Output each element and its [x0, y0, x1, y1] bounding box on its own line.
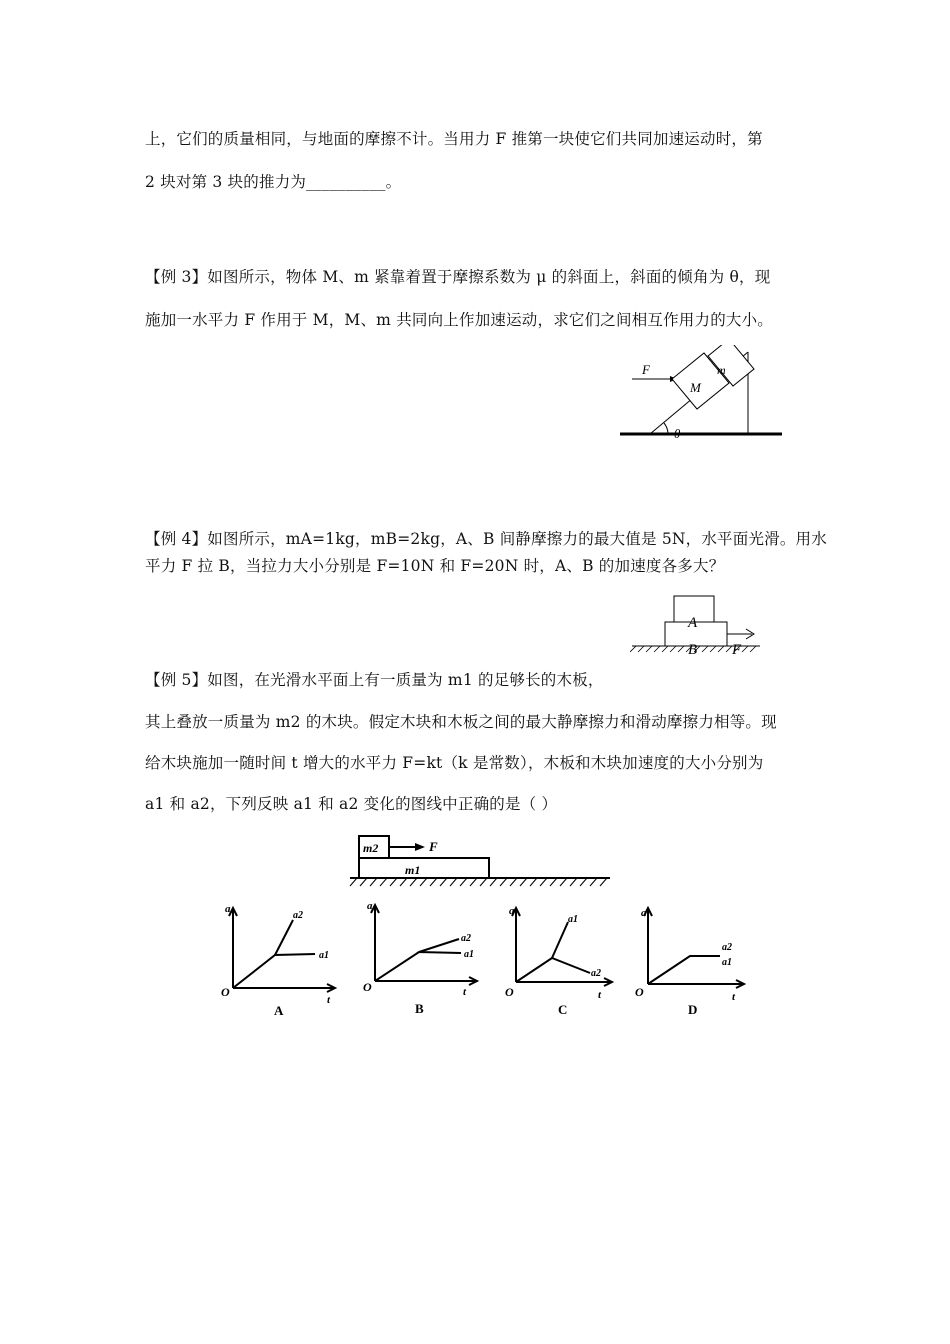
- graph-b-upper-label: a2: [461, 933, 471, 944]
- incline-figure: [610, 345, 790, 445]
- ex4-line-2: 平力 F 拉 B，当拉力大小分别是 F=10N 和 F=20N 时，A、B 的加速度各多大？: [145, 557, 725, 575]
- intro-line-2: 2 块对第 3 块的推力为__________。: [145, 173, 402, 191]
- force-F-label: F: [732, 642, 742, 658]
- graph-b-origin-label: O: [363, 980, 372, 994]
- graph-b-lower-label: a1: [464, 949, 474, 960]
- graph-c-origin-label: O: [505, 985, 514, 999]
- graph-c-lower-label: a2: [591, 968, 601, 979]
- ex5-line-1: 【例 5】如图，在光滑水平面上有一质量为 m1 的足够长的木板，: [145, 671, 604, 689]
- ex4-line-1: 【例 4】如图所示，mA=1kg，mB=2kg，A、B 间静摩擦力的最大值是 5N，水平面光滑。用水: [145, 530, 827, 548]
- graph-d-origin-label: O: [635, 985, 644, 999]
- stacked-blocks-figure: [630, 590, 765, 658]
- graph-a-origin-label: O: [221, 985, 230, 999]
- ex5-line-3: 给木块施加一随时间 t 增大的水平力 F=kt（k 是常数），木板和木块加速度的大小分别为: [145, 754, 764, 772]
- graph-d-lower-label: a1: [722, 957, 732, 968]
- graph-c-x-axis-label: t: [598, 989, 602, 1001]
- graph-a-upper-label: a2: [293, 910, 303, 921]
- graph-option-d: [630, 900, 755, 1025]
- ex5-line-2: 其上叠放一质量为 m2 的木块。假定木块和木板之间的最大静摩擦力和滑动摩擦力相等。现: [145, 713, 777, 731]
- block-M-label: M: [690, 380, 701, 395]
- graph-d-x-axis-label: t: [732, 991, 736, 1003]
- block-m2-label: m2: [363, 841, 379, 855]
- graph-option-c: [500, 898, 625, 1023]
- graph-c-upper-label: a1: [568, 914, 578, 925]
- ex3-line-1: 【例 3】如图所示，物体 M、m 紧靠着置于摩擦系数为 μ 的斜面上，斜面的倾角为 θ，现: [145, 268, 771, 286]
- force-F5-label: F: [429, 839, 438, 854]
- graph-d-upper-label: a2: [722, 942, 732, 953]
- graph-b-y-axis-label: a: [367, 900, 373, 912]
- board-block-figure: [345, 830, 615, 892]
- graph-a-y-axis-label: a: [225, 903, 231, 915]
- block-B-label: B: [688, 642, 698, 658]
- graph-d-option-label: D: [688, 1002, 698, 1017]
- graph-c-y-axis-label: a: [509, 905, 515, 917]
- graph-c-option-label: C: [558, 1002, 568, 1017]
- ex5-line-4: a1 和 a2，下列反映 a1 和 a2 变化的图线中正确的是（ ）: [145, 795, 558, 813]
- graph-b-option-label: B: [415, 1001, 424, 1016]
- graph-option-b: [357, 895, 487, 1020]
- block-A-label: A: [688, 615, 698, 631]
- ex3-line-2: 施加一水平力 F 作用于 M，M、m 共同向上作加速运动，求它们之间相互作用力的大小。: [145, 311, 774, 329]
- graph-d-y-axis-label: a: [641, 907, 647, 919]
- graph-b-x-axis-label: t: [463, 986, 467, 998]
- force-label: F: [642, 362, 650, 377]
- intro-line-1: 上，它们的质量相同，与地面的摩擦不计。当用力 F 推第一块使它们共同加速运动时，第: [145, 130, 763, 148]
- graph-a-x-axis-label: t: [327, 994, 331, 1006]
- graph-option-a: [215, 900, 345, 1025]
- graph-a-option-label: A: [274, 1003, 284, 1018]
- graph-a-lower-label: a1: [319, 950, 329, 961]
- board-m1-label: m1: [405, 863, 421, 877]
- block-m-label: m: [717, 363, 726, 377]
- angle-label: θ: [674, 426, 681, 441]
